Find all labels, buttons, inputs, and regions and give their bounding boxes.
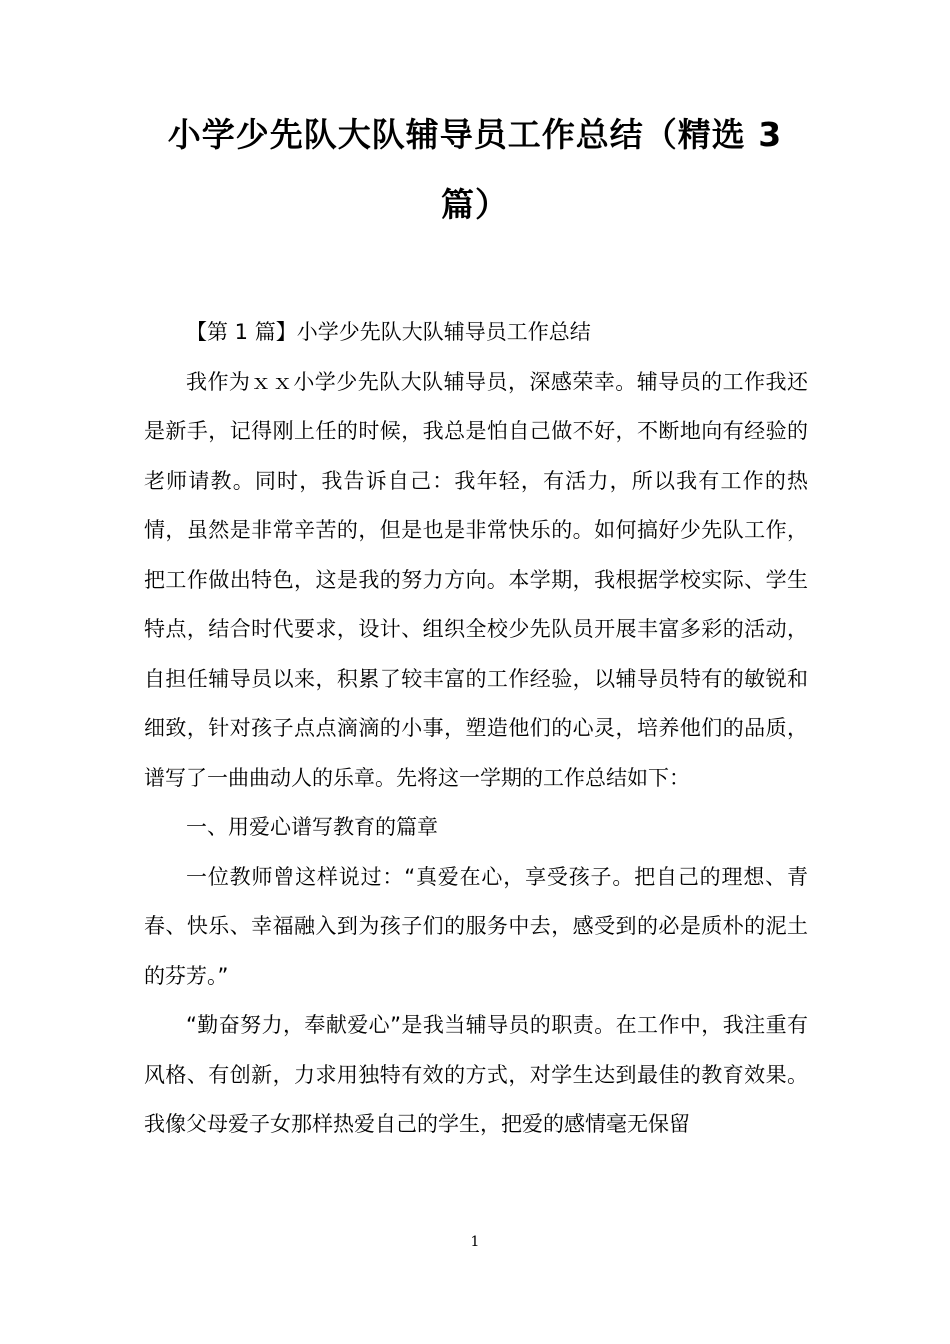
section-heading-article-1: 【第 1 篇】小学少先队大队辅导员工作总结 — [186, 320, 591, 344]
document-title: 小学少先队大队辅导员工作总结（精选 3 篇） — [167, 115, 783, 224]
body-paragraph: 一位教师曾这样说过：“真爱在心，享受孩子。把自己的理想、青春、快乐、幸福融入到为孩子们的服务中去，感受到的必是质朴的泥土的芬芳。” — [144, 864, 808, 988]
document-body — [144, 308, 808, 1150]
body-paragraph: “勤奋努力，奉献爱心”是我当辅导员的职责。在工作中，我注重有风格、有创新，力求用独特有效的方式，对学生达到最佳的教育效果。我像父母爱子女那样热爱自己的学生，把爱的感情毫无保留 — [144, 1013, 808, 1136]
page-number: 1 — [470, 1234, 480, 1250]
section-heading-love: 一、用爱心谱写教育的篇章 — [186, 815, 438, 839]
body-paragraph: 我作为ｘｘ小学少先队大队辅导员，深感荣幸。辅导员的工作我还是新手，记得刚上任的时候，我总是怕自己做不好，不断地向有经验的老师请教。同时，我告诉自己：我年轻，有活力，所以我有工作的热情，虽然是非常辛苦的，但是也是非常快乐的。如何搞好少先队工作，把工作做出特色，这是我的努力方向。本学期，我根据学校实际、学生特点，结合时代要求，设计、组织全校少先队员开展丰富多彩的活动，自担任辅导员以来，积累了较丰富的工作经验，以辅导员特有的敏锐和细致，针对孩子点点滴滴的小事，塑造他们的心灵，培养他们的品质，谱写了一曲曲动人的乐章。先将这一学期的工作总结如下： — [144, 369, 808, 790]
